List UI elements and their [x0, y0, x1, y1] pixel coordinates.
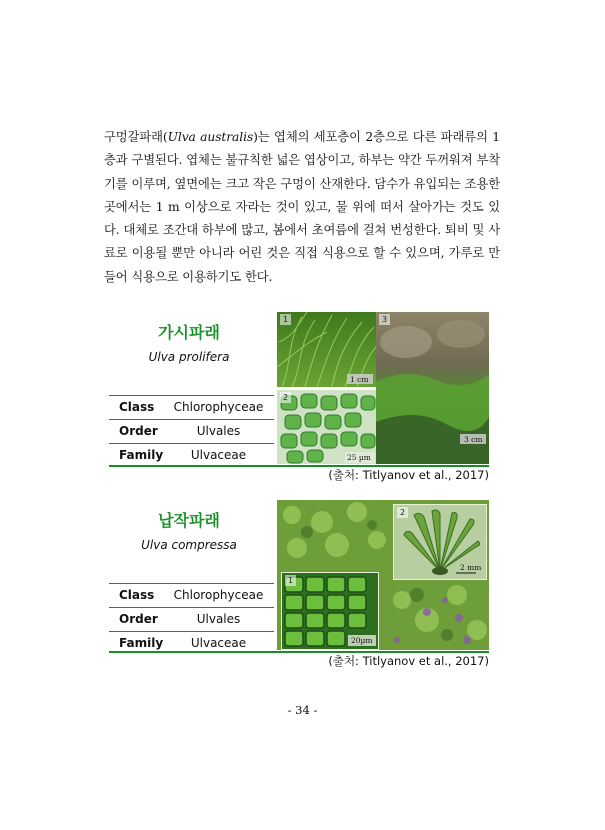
- taxonomy-rank: Family: [119, 448, 164, 462]
- photo-cell-micrograph: [277, 390, 376, 464]
- taxonomy-value: Ulvales: [196, 424, 241, 438]
- photo-number-label: 1: [285, 575, 296, 586]
- scale-bar-label: 25 µm: [347, 453, 371, 462]
- photo-number-label: 3: [379, 314, 390, 325]
- taxonomy-row: [109, 395, 274, 419]
- species-card-compressa: [109, 500, 489, 670]
- taxonomy-rank: Class: [119, 588, 155, 602]
- species-scientific-name: Ulva compressa: [141, 538, 237, 552]
- taxonomy-value: Ulvaceae: [190, 448, 247, 462]
- taxonomy-table: [109, 583, 274, 655]
- taxonomy-value: Chlorophyceae: [173, 588, 264, 602]
- taxonomy-rank: Order: [119, 612, 158, 626]
- taxonomy-row: [109, 583, 274, 607]
- scale-bar-label: 1 cm: [350, 375, 369, 384]
- source-citation: (출처: Titlyanov et al., 2017): [328, 654, 489, 668]
- scale-bar-label: 2 mm: [460, 563, 482, 572]
- photo-number-label: 1: [280, 314, 291, 325]
- scale-bar-label: 3 cm: [464, 435, 483, 444]
- page-number: - 34 -: [287, 703, 318, 717]
- taxonomy-row: [109, 443, 274, 467]
- species-korean-name: 가시파래: [158, 323, 220, 342]
- species-scientific-name: Ulva prolifera: [148, 350, 230, 364]
- photo-filament-mass: [277, 312, 376, 387]
- taxonomy-value: Ulvales: [196, 612, 241, 626]
- species-card-prolifera: [109, 312, 489, 482]
- photo-thallus-closeup: [393, 504, 487, 580]
- photo-cell-micrograph: [281, 572, 379, 650]
- body-paragraph: [104, 126, 500, 289]
- taxonomy-value: Chlorophyceae: [173, 400, 264, 414]
- taxonomy-value: Ulvaceae: [190, 636, 247, 650]
- photo-number-label: 2: [280, 392, 291, 403]
- source-citation: (출처: Titlyanov et al., 2017): [328, 468, 489, 482]
- taxonomy-row: [109, 607, 274, 631]
- para-lead: 구멍갈파래(: [104, 130, 168, 144]
- taxonomy-row: [109, 419, 274, 443]
- photo-number-label: 2: [397, 507, 408, 518]
- species-korean-name: 납작파래: [158, 511, 220, 530]
- photo-habitat: [376, 312, 489, 464]
- para-species: Ulva australis: [167, 130, 254, 144]
- para-rest: )는 엽체의 세포층이 2층으로 다른 파래류의 1층과 구별된다. 엽체는 불규칙한 넓은 엽상이고, 하부는 약간 두꺼워져 부착기를 이루며, 옆면에는 크고 작은 구멍이 산재한다. 담수가 유입되는 조용한 곳에서는 1 m 이상으로 자라는 것이 있고, 물 위에 떠서 살아가는 것도 있다. 대체로 조간대 하부에 많고, 봄에서 초여름에 걸쳐 번성한다. 퇴비 및 사료로 이용될 뿐만 아니라 어린 것은 직접 식용으로 할 수 있으며, 가루로 만들어 식용으로 이용하기도 한다.: [104, 130, 500, 284]
- taxonomy-rank: Order: [119, 424, 158, 438]
- taxonomy-rank: Family: [119, 636, 164, 650]
- taxonomy-rank: Class: [119, 400, 155, 414]
- scale-bar-label: 20µm: [351, 636, 373, 645]
- taxonomy-table: [109, 395, 274, 467]
